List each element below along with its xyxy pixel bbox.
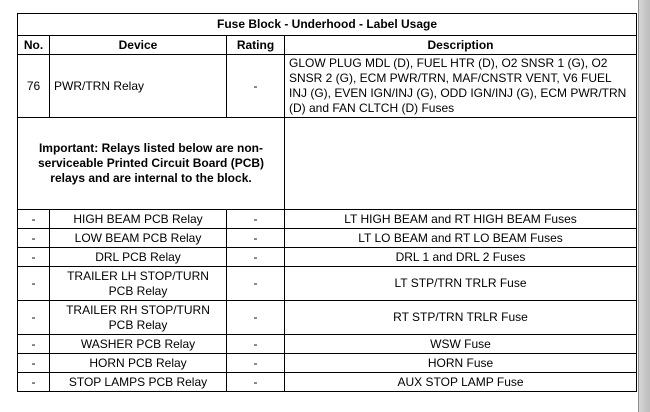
col-header-device: Device [50, 36, 227, 55]
cell-rating: - [227, 210, 285, 229]
col-header-description: Description [285, 36, 637, 55]
cell-description: AUX STOP LAMP Fuse [285, 373, 637, 392]
cell-rating: - [227, 229, 285, 248]
cell-no: - [18, 248, 50, 267]
important-note: Important: Relays listed below are non-serviceable Printed Circuit Board (PCB) relays and are internal to the block. [18, 118, 285, 210]
table-title: Fuse Block - Underhood - Label Usage [18, 14, 637, 36]
cell-no: - [18, 301, 50, 335]
cell-no: - [18, 267, 50, 301]
cell-description: LT LO BEAM and RT LO BEAM Fuses [285, 229, 637, 248]
table-row [18, 229, 637, 248]
cell-description: LT STP/TRN TRLR Fuse [285, 267, 637, 301]
table-header-row [18, 36, 637, 55]
cell-no: - [18, 354, 50, 373]
cell-rating: - [227, 373, 285, 392]
cell-rating: - [227, 248, 285, 267]
table-row [18, 335, 637, 354]
cell-no: 76 [18, 55, 50, 118]
cell-device: DRL PCB Relay [50, 248, 227, 267]
cell-rating: - [227, 301, 285, 335]
table-row [18, 55, 637, 118]
cell-device: TRAILER RH STOP/TURN PCB Relay [50, 301, 227, 335]
cell-device: HORN PCB Relay [50, 354, 227, 373]
cell-description: WSW Fuse [285, 335, 637, 354]
cell-no: - [18, 229, 50, 248]
important-note-row [18, 118, 637, 210]
cell-device: STOP LAMPS PCB Relay [50, 373, 227, 392]
cell-device: HIGH BEAM PCB Relay [50, 210, 227, 229]
cell-description: HORN Fuse [285, 354, 637, 373]
important-note-blank-cell [285, 118, 637, 210]
table-row [18, 210, 637, 229]
fuse-label-table [17, 13, 637, 392]
col-header-no: No. [18, 36, 50, 55]
cell-device: LOW BEAM PCB Relay [50, 229, 227, 248]
cell-description: GLOW PLUG MDL (D), FUEL HTR (D), O2 SNSR 1 (G), O2 SNSR 2 (G), ECM PWR/TRN, MAF/CNSTR VENT, V6 FUEL INJ (G), EVEN IGN/INJ (G), ODD IGN/INJ (G), ECM PWR/TRN (D) and FAN CLTCH (D) Fuses [285, 55, 637, 118]
cell-no: - [18, 335, 50, 354]
table-row [18, 301, 637, 335]
table-row [18, 373, 637, 392]
right-scroll-edge[interactable] [639, 0, 650, 412]
cell-rating: - [227, 55, 285, 118]
cell-device: TRAILER LH STOP/TURN PCB Relay [50, 267, 227, 301]
cell-description: LT HIGH BEAM and RT HIGH BEAM Fuses [285, 210, 637, 229]
cell-rating: - [227, 267, 285, 301]
cell-device: PWR/TRN Relay [50, 55, 227, 118]
table-row [18, 248, 637, 267]
cell-description: DRL 1 and DRL 2 Fuses [285, 248, 637, 267]
cell-description: RT STP/TRN TRLR Fuse [285, 301, 637, 335]
col-header-rating: Rating [227, 36, 285, 55]
cell-no: - [18, 210, 50, 229]
table-row [18, 267, 637, 301]
cell-rating: - [227, 335, 285, 354]
cell-rating: - [227, 354, 285, 373]
cell-no: - [18, 373, 50, 392]
table-row [18, 354, 637, 373]
cell-device: WASHER PCB Relay [50, 335, 227, 354]
